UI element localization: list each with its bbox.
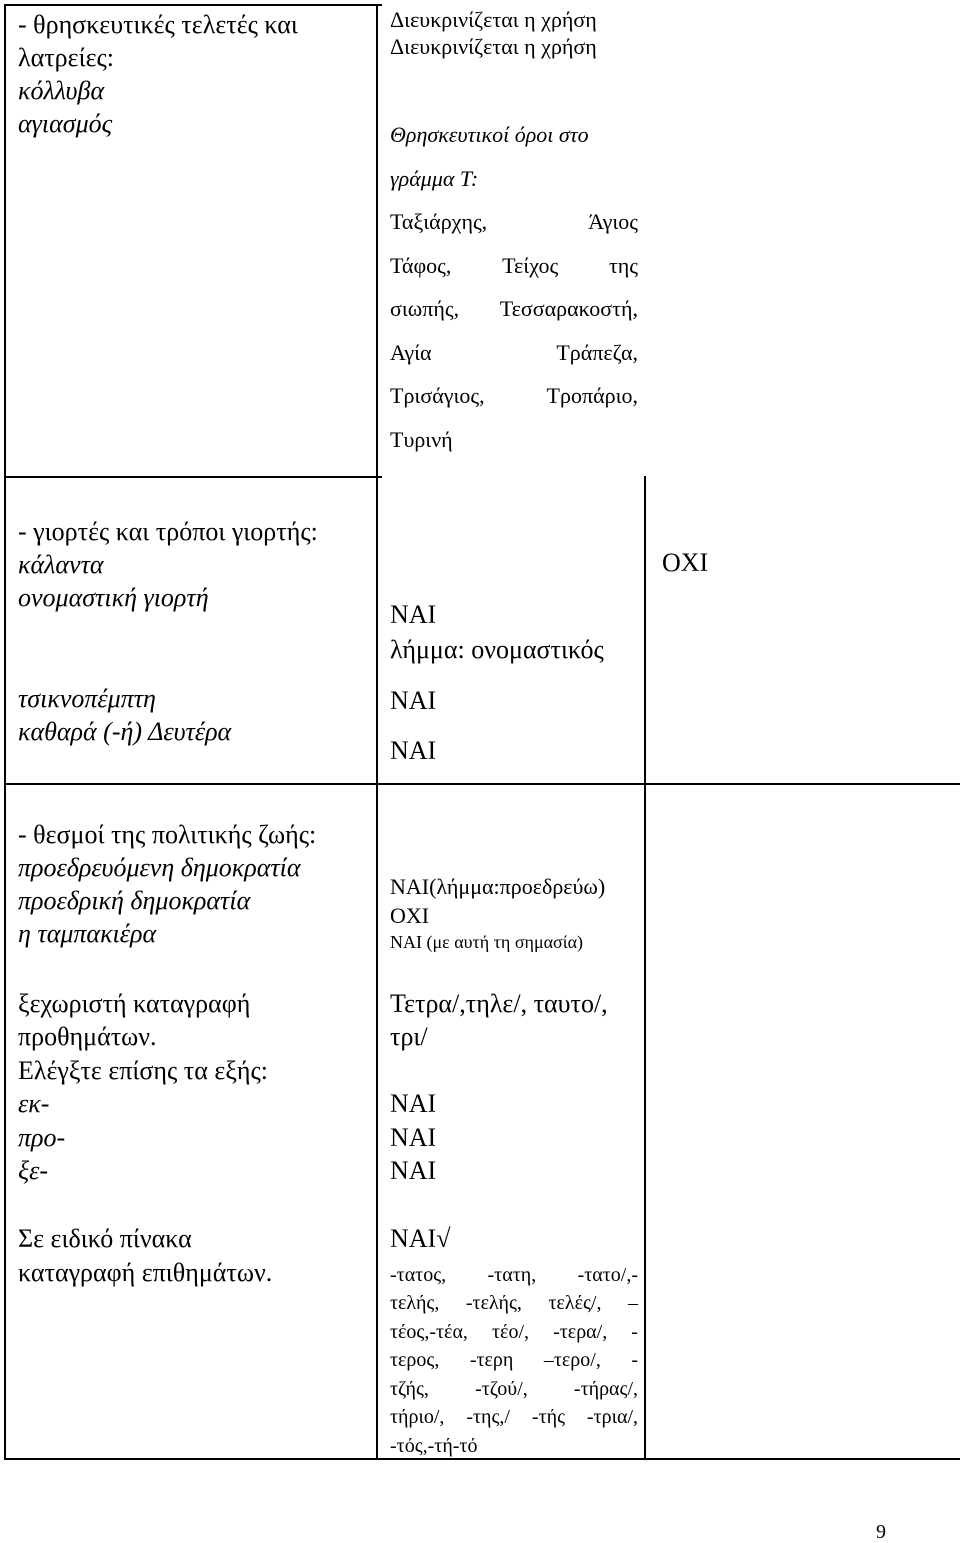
suffix-line	[390, 1407, 638, 1427]
answer-yes: ΝΑΙ	[390, 600, 437, 629]
term-line: Τυρινή	[390, 427, 453, 452]
answer-yes: ΝΑΙ	[390, 1156, 437, 1185]
term: Τρισάγιος,	[390, 383, 485, 408]
subheading-text: Θρησκευτικοί όροι στο	[390, 122, 589, 147]
term: Ταξιάρχης,	[390, 209, 488, 234]
instruction-line: καταγραφή επιθημάτων.	[18, 1258, 273, 1287]
answer-no: ΟΧΙ	[662, 548, 709, 577]
suffix-line	[390, 1350, 638, 1370]
row-divider	[4, 783, 960, 785]
term: Αγία	[390, 340, 432, 365]
term: Τράπεζα,	[556, 340, 638, 365]
suffix-line	[390, 1265, 638, 1285]
suffix: -τερη	[469, 1349, 514, 1371]
table-top-border	[4, 4, 382, 6]
suffix: -τελής,	[465, 1292, 522, 1314]
term: Τροπάριο,	[546, 383, 638, 408]
subheading-cont: γράμμα Τ:	[390, 166, 479, 191]
page-number: 9	[876, 1521, 886, 1543]
term: Τεσσαρακοστή,	[499, 296, 638, 321]
suffix: -τής	[531, 1406, 565, 1428]
term-line	[390, 342, 638, 364]
term-item: καθαρά (-ή) Δευτέρα	[18, 717, 232, 746]
term: σιωπής,	[390, 296, 460, 321]
prefix-item: ξε-	[18, 1156, 49, 1185]
suffix: τήριο/,	[390, 1406, 445, 1428]
clarification-note: Διευκρινίζεται η χρήση	[390, 34, 597, 59]
suffix: –τερο/,	[543, 1349, 601, 1371]
answer-yes: ΝΑΙ	[390, 1089, 437, 1118]
term-line	[390, 255, 638, 277]
answer-yes: ΝΑΙ(λήμμα:προεδρεύω)	[390, 874, 606, 899]
suffix: τέος,-τέα,	[390, 1321, 468, 1343]
subheading	[390, 124, 638, 146]
suffix: -της,/	[466, 1406, 510, 1428]
term-item: προεδρευόμενη δημοκρατία	[18, 853, 301, 882]
suffix: -	[631, 1321, 638, 1343]
column-divider	[376, 4, 378, 1460]
answer-yes: ΝΑΙ	[390, 686, 437, 715]
answer-yes-note: ΝΑΙ (με αυτή τη σημασία)	[390, 932, 583, 952]
term-item: η ταμπακιέρα	[18, 919, 157, 948]
suffix: -τζού/,	[475, 1378, 528, 1400]
term-item: αγιασμός	[18, 109, 113, 138]
term-item: προεδρική δημοκρατία	[18, 886, 251, 915]
suffix: -τήρας/,	[573, 1378, 638, 1400]
suffix-line: -τός,-τή-τό	[390, 1435, 478, 1457]
suffix-line	[390, 1379, 638, 1399]
suffix: τερος,	[390, 1349, 440, 1371]
prefix-item: προ-	[18, 1123, 66, 1152]
term-line	[390, 385, 638, 407]
term: της	[608, 253, 638, 278]
prefix-item: εκ-	[18, 1089, 50, 1118]
term-item: κόλλυβα	[18, 76, 105, 105]
term: Τείχος	[502, 253, 559, 278]
category-heading: - θρησκευτικές τελετές και	[18, 10, 298, 39]
term-item: τσικνοπέμπτη	[18, 684, 156, 713]
column-divider	[644, 476, 646, 1460]
suffix: –	[628, 1292, 638, 1314]
answer-yes-check: ΝΑΙ√	[390, 1224, 451, 1253]
suffix-line	[390, 1293, 638, 1313]
category-heading-cont: λατρείες:	[18, 43, 115, 72]
prefix-list: τρι/	[390, 1022, 428, 1051]
answer-yes: ΝΑΙ	[390, 1123, 437, 1152]
suffix: -τερα/,	[553, 1321, 608, 1343]
category-heading: - γιορτές και τρόποι γιορτής:	[18, 517, 318, 546]
suffix: τζής,	[390, 1378, 429, 1400]
answer-yes: ΝΑΙ	[390, 736, 437, 765]
instruction-line: Ελέγξτε επίσης τα εξής:	[18, 1056, 268, 1085]
row-divider	[4, 476, 382, 478]
table-bottom-border	[4, 1458, 960, 1460]
term: Άγιος	[588, 209, 638, 234]
term-item: κάλαντα	[18, 550, 104, 579]
term-item: ονομαστική γιορτή	[18, 583, 209, 612]
instruction-line: προθημάτων.	[18, 1022, 157, 1051]
suffix: -τατος,	[390, 1264, 447, 1286]
suffix: τελές/,	[548, 1292, 602, 1314]
term-line	[390, 298, 638, 320]
term: Τάφος,	[390, 253, 452, 278]
answer-no: ΟΧΙ	[390, 903, 430, 928]
table-left-border	[4, 4, 6, 1460]
instruction-line: Σε ειδικό πίνακα	[18, 1224, 192, 1253]
suffix-line	[390, 1322, 638, 1342]
suffix: τέο/,	[492, 1321, 530, 1343]
suffix: -τατη,	[487, 1264, 537, 1286]
suffix: -τατο/,-	[577, 1264, 638, 1286]
suffix: τελής,	[390, 1292, 440, 1314]
suffix: -	[631, 1349, 638, 1371]
term-line	[390, 211, 638, 233]
instruction-line: ξεχωριστή καταγραφή	[18, 989, 251, 1018]
clarification-note: Διευκρινίζεται η χρήση	[390, 7, 597, 32]
prefix-list: Τετρα/,τηλε/, ταυτο/,	[390, 989, 608, 1018]
suffix: -τρια/,	[586, 1406, 638, 1428]
answer-note: λήμμα: ονομαστικός	[390, 635, 604, 664]
category-heading: - θεσμοί της πολιτικής ζωής:	[18, 820, 317, 849]
